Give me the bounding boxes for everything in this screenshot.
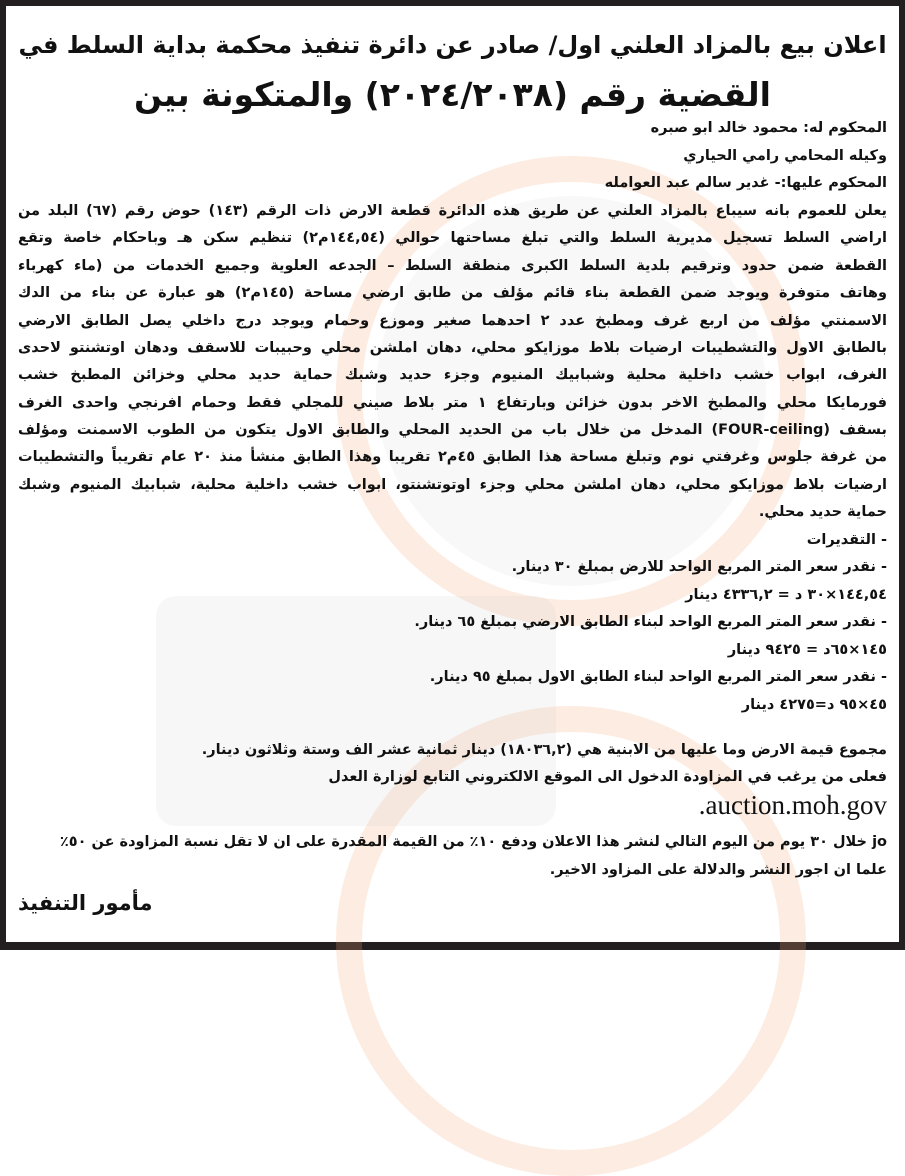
body-line: ارضيات بلاط موزايكو محلي، دهان املشن محلي وجزء اوتوتشنتو، ابواب خشب داخلية محلية، شبابيك المنيوم وشبك	[18, 477, 887, 493]
body-line: من غرفة جلوس وغرفتي نوم وتبلغ مساحة هذا الطابق ٤٥م٢ تقريبا وهذا الطابق منشأ منذ ٢٠ عام تقريباً والتشطيبات	[18, 449, 888, 465]
body-line: فورمايكا محلي والمطبخ الاخر بدون خزائن وبارتفاع ١ متر بلاط صيني للمجلي فقط وحمام افرنجي واحدى الغرف	[18, 395, 887, 411]
body-line: حماية حديد محلي.	[758, 504, 887, 520]
instructions: فعلى من يرغب في المزاودة الدخول الى الموقع الالكتروني التابع لوزارة العدل	[328, 769, 887, 785]
deadline-line-1: jo خلال ٣٠ يوم من اليوم التالي لنشر هذا الاعلان ودفع ١٠٪ من القيمة المقدرة على ان لا تقل نسبة المزاودة عن ٥٠٪	[59, 834, 887, 850]
body-line: بالطابق الاول والتشطيبات ارضيات بلاط موزايكو محلي، دهان املشن محلي وحبيبات للاسقف ودهان اوتشنتو لاحدى	[18, 340, 887, 356]
total-value: مجموع قيمة الارض وما عليها من الابنية هي (١٨٠٣٦,٢) دينار ثمانية عشر الف وستة وثلاثون دينار.	[201, 742, 887, 758]
estimate-item: - نقدر سعر المتر المربع الواحد للارض بمبلغ ٣٠ دينار.	[511, 559, 887, 575]
estimates-heading: - التقديرات	[806, 532, 887, 548]
body-line: يعلن للعموم بانه سيباع بالمزاد العلني عن طريق هذه الدائرة قطعة الارض ذات الرقم (١٤٣) حوض رقم (٦٧) البلد من	[18, 203, 887, 219]
estimate-item: ١٤٥×٦٥د = ٩٤٢٥ دينار	[727, 642, 887, 658]
deadline-line-2: علما ان اجور النشر والدلالة على المزاود الاخير.	[549, 862, 887, 878]
body-line: بسقف (FOUR-ceiling) المدخل من خلال باب من الحديد المحلي والطابق الاول يتكون من الطوب الاسمنت ومؤلف	[18, 422, 887, 438]
body-line: القطعة ضمن حدود وترقيم بلدية السلط الكبرى منطقة السلط – الجدعه العلوية وجميع الخدمات من (ماء كهرباء	[18, 258, 887, 274]
body-line: وهاتف متوفرة ويوجد ضمن القطعة بناء قائم مؤلف من طابق ارضي مساحة (١٤٥م٢) هو عبارة عن بناء من الدك	[18, 285, 887, 301]
defendant: المحكوم عليها:- غدير سالم عبد العوامله	[604, 175, 887, 191]
estimate-item: - نقدر سعر المتر المربع الواحد لبناء الطابق الاول بمبلغ ٩٥ دينار.	[429, 669, 887, 685]
attorney: وكيله المحامي رامي الحياري	[683, 148, 887, 164]
title-line-1: اعلان بيع بالمزاد العلني اول/ صادر عن دائرة تنفيذ محكمة بداية السلط في	[18, 31, 887, 59]
estimate-item: - نقدر سعر المتر المربع الواحد لبناء الطابق الارضي بمبلغ ٦٥ دينار.	[414, 614, 887, 630]
estimate-item: ١٤٤,٥٤×٣٠ د = ٤٣٣٦,٢ دينار	[685, 587, 887, 603]
body-line: اراضي السلط تسجيل مديرية السلط والتي تبلغ مساحتها حوالي (١٤٤,٥٤م٢) تنظيم سكن هـ وباحكام خاصة وتقع	[18, 230, 887, 246]
title-line-2: القضية رقم (٢٠٢٤/٢٠٣٨) والمتكونة بين	[134, 75, 771, 114]
body-line: الاسمنتي مؤلف من اربع غرف ومطبخ عدد ٢ احدهما صغير وموزع وحمام ويوجد درج داخلي يصل الطابق الارضي	[18, 313, 887, 329]
signature: مأمور التنفيذ	[18, 891, 153, 915]
estimate-item: ٤٥×٩٥ د=٤٢٧٥ دينار	[741, 697, 887, 713]
auction-url: .auction.moh.gov	[698, 790, 887, 820]
plaintiff: المحكوم له: محمود خالد ابو صبره	[650, 120, 887, 136]
body-line: الغرف، ابواب خشب داخلية محلية وشبابيك المنيوم وجزء حديد وشبك حماية حديد محلي وخزائن المطبخ خشب	[18, 367, 887, 383]
